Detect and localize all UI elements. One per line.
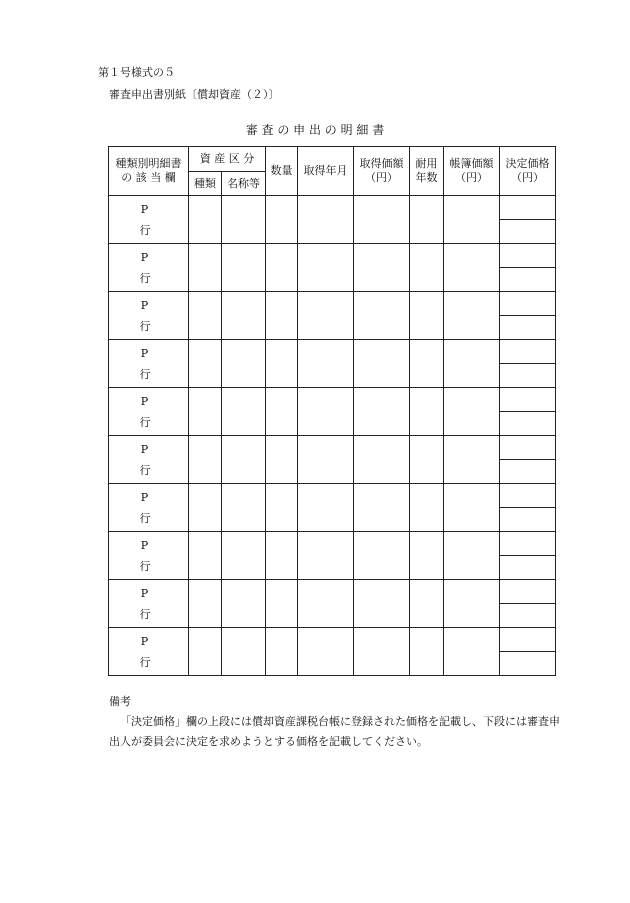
- row-line-marker: 行: [109, 364, 189, 388]
- blank-cell[interactable]: [189, 628, 222, 676]
- decided-price-upper[interactable]: [500, 340, 556, 364]
- table-row: [109, 388, 556, 412]
- decided-price-upper[interactable]: [500, 580, 556, 604]
- row-page-marker: P: [109, 628, 189, 652]
- decided-price-upper[interactable]: [500, 292, 556, 316]
- row-page-marker: P: [109, 196, 189, 220]
- row-page-marker: P: [109, 580, 189, 604]
- decided-price-lower[interactable]: [500, 364, 556, 388]
- row-line-marker: 行: [109, 268, 189, 292]
- header-book-value: [444, 147, 500, 196]
- blank-cell[interactable]: [298, 628, 354, 676]
- row-line-marker: 行: [109, 508, 189, 532]
- remarks-title: 備考: [109, 695, 131, 708]
- row-line-marker: 行: [109, 604, 189, 628]
- blank-cell[interactable]: [410, 244, 444, 292]
- blank-cell[interactable]: [298, 244, 354, 292]
- blank-cell[interactable]: [410, 388, 444, 436]
- blank-cell[interactable]: [354, 388, 410, 436]
- blank-cell[interactable]: [222, 388, 266, 436]
- blank-cell[interactable]: [354, 532, 410, 580]
- blank-cell[interactable]: [266, 436, 298, 484]
- row-line-marker: 行: [109, 316, 189, 340]
- blank-cell[interactable]: [444, 196, 500, 244]
- header-asset-class: 資 産 区 分: [189, 147, 266, 172]
- blank-cell[interactable]: [266, 340, 298, 388]
- blank-cell[interactable]: [266, 628, 298, 676]
- decided-price-lower[interactable]: [500, 460, 556, 484]
- blank-cell[interactable]: [444, 292, 500, 340]
- blank-cell[interactable]: [189, 436, 222, 484]
- header-kind: 種類: [189, 172, 222, 196]
- blank-cell[interactable]: [189, 244, 222, 292]
- header-quantity: 数量: [266, 147, 298, 196]
- blank-cell[interactable]: [266, 580, 298, 628]
- form-number: 第１号様式の５: [98, 66, 175, 79]
- header-acquired-date: 取得年月: [298, 147, 354, 196]
- row-page-marker: P: [109, 436, 189, 460]
- row-page-marker: P: [109, 532, 189, 556]
- blank-cell[interactable]: [266, 244, 298, 292]
- blank-cell[interactable]: [266, 532, 298, 580]
- blank-cell[interactable]: [222, 532, 266, 580]
- blank-cell[interactable]: [354, 484, 410, 532]
- blank-cell[interactable]: [189, 580, 222, 628]
- row-line-marker: 行: [109, 460, 189, 484]
- blank-cell[interactable]: [298, 484, 354, 532]
- header-useful-life-line2: 年数: [415, 171, 438, 184]
- decided-price-upper[interactable]: [500, 388, 556, 412]
- decided-price-lower[interactable]: [500, 652, 556, 676]
- decided-price-lower[interactable]: [500, 556, 556, 580]
- blank-cell[interactable]: [410, 196, 444, 244]
- row-line-marker: 行: [109, 220, 189, 244]
- blank-cell[interactable]: [410, 340, 444, 388]
- table-row: [109, 196, 556, 220]
- blank-cell[interactable]: [444, 244, 500, 292]
- blank-cell[interactable]: [298, 292, 354, 340]
- decided-price-lower[interactable]: [500, 268, 556, 292]
- header-book-value-line2: （円）: [455, 171, 488, 184]
- blank-cell[interactable]: [222, 340, 266, 388]
- blank-cell[interactable]: [444, 484, 500, 532]
- decided-price-lower[interactable]: [500, 316, 556, 340]
- blank-cell[interactable]: [189, 340, 222, 388]
- header-decided-price: [500, 147, 556, 196]
- row-page-marker: P: [109, 340, 189, 364]
- header-col1-line1: 種類別明細書: [115, 157, 182, 170]
- header-book-value-line1: 帳簿価額: [449, 157, 494, 170]
- blank-cell[interactable]: [444, 340, 500, 388]
- detail-table: [108, 146, 556, 676]
- table-row: [109, 292, 556, 316]
- blank-cell[interactable]: [354, 580, 410, 628]
- blank-cell[interactable]: [354, 436, 410, 484]
- form-subtitle: 審査申出書別紙〔償却資産（２）〕: [109, 88, 280, 101]
- blank-cell[interactable]: [410, 484, 444, 532]
- header-useful-life-line1: 耐用: [415, 157, 438, 170]
- row-page-marker: P: [109, 484, 189, 508]
- blank-cell[interactable]: [222, 244, 266, 292]
- blank-cell[interactable]: [298, 340, 354, 388]
- blank-cell[interactable]: [266, 388, 298, 436]
- decided-price-lower[interactable]: [500, 604, 556, 628]
- blank-cell[interactable]: [410, 580, 444, 628]
- decided-price-upper[interactable]: [500, 532, 556, 556]
- blank-cell[interactable]: [222, 436, 266, 484]
- table-row: [109, 532, 556, 556]
- blank-cell[interactable]: [354, 292, 410, 340]
- table-row: [109, 436, 556, 460]
- blank-cell[interactable]: [410, 292, 444, 340]
- header-acquired-price: [354, 147, 410, 196]
- blank-cell[interactable]: [222, 484, 266, 532]
- decided-price-lower[interactable]: [500, 220, 556, 244]
- blank-cell[interactable]: [444, 388, 500, 436]
- blank-cell[interactable]: [222, 580, 266, 628]
- table-row: [109, 628, 556, 652]
- blank-cell[interactable]: [222, 292, 266, 340]
- header-acquired-price-line2: （円）: [365, 171, 398, 184]
- row-line-marker: 行: [109, 556, 189, 580]
- header-col1-line2: の 該 当 欄: [121, 171, 176, 184]
- blank-cell[interactable]: [189, 532, 222, 580]
- blank-cell[interactable]: [298, 388, 354, 436]
- blank-cell[interactable]: [222, 628, 266, 676]
- row-page-marker: P: [109, 388, 189, 412]
- remarks-body: 「決定価格」欄の上段には償却資産課税台帳に登録された価格を記載し、下段には審査申出人が委員会に決定を求めようとする価格を記載してください。: [109, 715, 560, 748]
- table-row: [109, 340, 556, 364]
- header-col1: [109, 147, 189, 196]
- decided-price-upper[interactable]: [500, 196, 556, 220]
- table-row: [109, 580, 556, 604]
- blank-cell[interactable]: [410, 532, 444, 580]
- header-decided-price-line1: 決定価格: [505, 157, 550, 170]
- blank-cell[interactable]: [444, 628, 500, 676]
- blank-cell[interactable]: [298, 436, 354, 484]
- row-line-marker: 行: [109, 652, 189, 676]
- header-acquired-price-line1: 取得価額: [359, 157, 404, 170]
- blank-cell[interactable]: [354, 196, 410, 244]
- blank-cell[interactable]: [354, 340, 410, 388]
- blank-cell[interactable]: [444, 532, 500, 580]
- blank-cell[interactable]: [189, 292, 222, 340]
- blank-cell[interactable]: [222, 196, 266, 244]
- table-row: [109, 484, 556, 508]
- decided-price-upper[interactable]: [500, 484, 556, 508]
- decided-price-lower[interactable]: [500, 508, 556, 532]
- blank-cell[interactable]: [189, 388, 222, 436]
- blank-cell[interactable]: [410, 628, 444, 676]
- blank-cell[interactable]: [266, 484, 298, 532]
- blank-cell[interactable]: [444, 436, 500, 484]
- blank-cell[interactable]: [189, 196, 222, 244]
- decided-price-upper[interactable]: [500, 244, 556, 268]
- blank-cell[interactable]: [266, 292, 298, 340]
- table-row: [109, 244, 556, 268]
- blank-cell[interactable]: [189, 484, 222, 532]
- decided-price-upper[interactable]: [500, 628, 556, 652]
- header-decided-price-line2: （円）: [511, 171, 544, 184]
- blank-cell[interactable]: [354, 244, 410, 292]
- row-page-marker: P: [109, 292, 189, 316]
- blank-cell[interactable]: [298, 532, 354, 580]
- blank-cell[interactable]: [298, 196, 354, 244]
- blank-cell[interactable]: [444, 580, 500, 628]
- page-title: 審 査 の 申 出 の 明 細 書: [245, 123, 385, 137]
- row-line-marker: 行: [109, 412, 189, 436]
- decided-price-lower[interactable]: [500, 412, 556, 436]
- blank-cell[interactable]: [266, 196, 298, 244]
- header-name: 名称等: [222, 172, 266, 196]
- blank-cell[interactable]: [354, 628, 410, 676]
- blank-cell[interactable]: [298, 580, 354, 628]
- decided-price-upper[interactable]: [500, 436, 556, 460]
- blank-cell[interactable]: [410, 436, 444, 484]
- header-useful-life: [410, 147, 444, 196]
- row-page-marker: P: [109, 244, 189, 268]
